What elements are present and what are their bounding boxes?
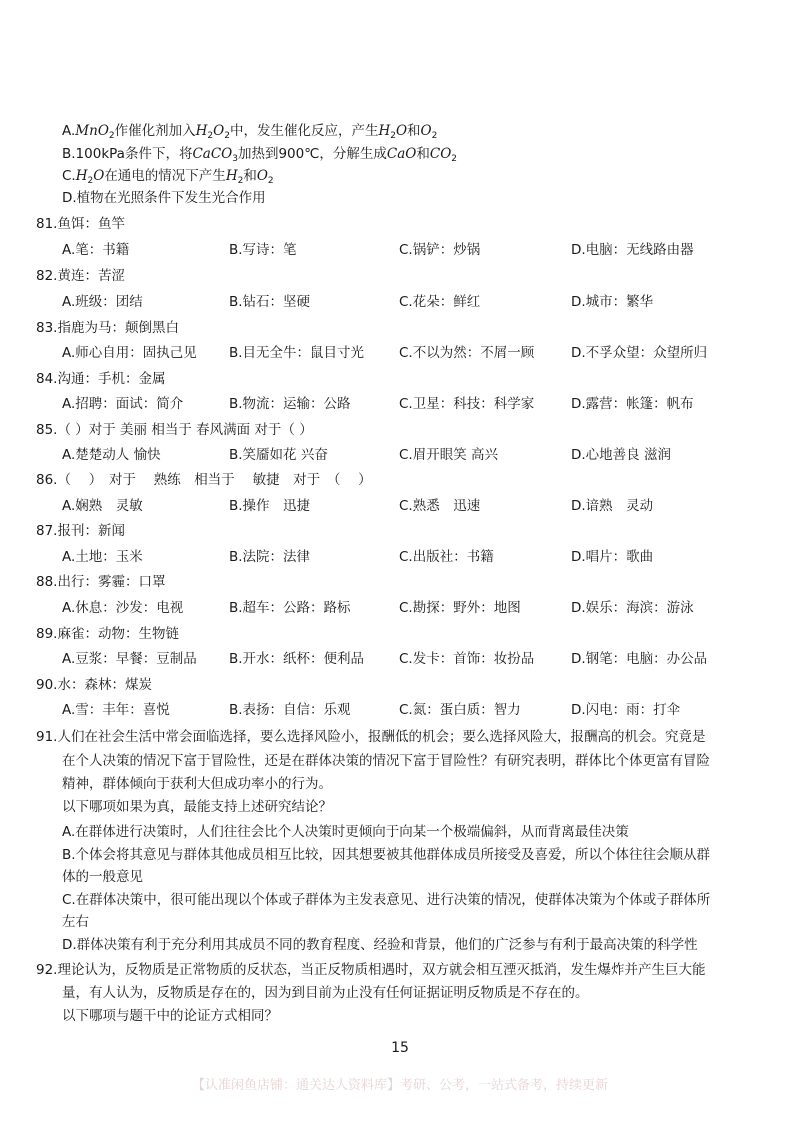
question-91-option-c: C.在群体决策中，很可能出现以个体或子群体为主发表意见、进行决策的情况，使群体决策为个体或子群体所: [62, 892, 711, 908]
option-a: A.豆浆：早餐：豆制品: [62, 651, 197, 667]
question-91-option-b: B.个体会将其意见与群体其他成员相互比较，因其想要被其他群体成员所接受及喜爱，所以个体往往会顺从群: [62, 847, 711, 863]
option-d: D.唱片：歌曲: [571, 549, 654, 565]
option-c: C.勘探：野外：地图: [399, 600, 521, 616]
option-a: A.师心自用：固执己见: [62, 345, 197, 361]
question-92-stem-line-2: 量，有人认为，反物质是存在的，因为到目前为止没有任何证据证明反物质是不存在的。: [62, 985, 589, 1001]
option-a: A.休息：沙发：电视: [62, 600, 184, 616]
question-91-stem-line-2: 在个人决策的情况下富于冒险性，还是在群体决策的情况下富于冒险性？有研究表明，群体比个体更富有冒险: [62, 753, 710, 769]
option-d: D.城市：繁华: [571, 294, 654, 310]
question-91-option-d: D.群体决策有利于充分利用其成员不同的教育程度、经验和背景，他们的广泛参与有利于最高决策的科学性: [62, 937, 698, 953]
option-d: D.电脑：无线路由器: [571, 242, 694, 258]
option-a: A.娴熟 灵敏: [62, 498, 143, 514]
option-c: C.发卡：首饰：妆扮品: [399, 651, 535, 667]
option-b: B.物流：运输：公路: [229, 396, 351, 412]
question-91-stem-line-3: 精神，群体倾向于获利大但成功率小的行为。: [62, 776, 332, 792]
option-c: C.卫星：科技：科学家: [399, 396, 535, 412]
option-d: D.钢笔：电脑：办公品: [571, 651, 708, 667]
option-c: C.眉开眼笑 高兴: [399, 447, 499, 463]
option-b: B.超车：公路：路标: [229, 600, 351, 616]
option-a: A.招聘：面试：简介: [62, 396, 184, 412]
option-a: A.土地：玉米: [62, 549, 143, 565]
question-stem: 84.沟通：手机：金属: [36, 371, 166, 387]
preamble-option-a: A.MnO$_2$作催化剂加入$H_2O_2$中，发生催化反应，产生$H_2O$和$O_2$: [62, 123, 438, 141]
question-91-option-c-cont: 左右: [62, 914, 89, 930]
option-c: C.出版社：书籍: [399, 549, 494, 565]
option-d: D.谙熟 灵动: [571, 498, 654, 514]
option-a: A.楚楚动人 愉快: [62, 447, 161, 463]
question-91-option-b-cont: 体的一般意见: [62, 869, 143, 885]
question-91-stem-line-1: 91.人们在社会生活中常会面临选择，要么选择风险小，报酬低的机会；要么选择风险大，报酬高的机会。究竟是: [36, 729, 706, 745]
option-d: D.闪电：雨：打伞: [571, 702, 681, 718]
question-stem: 83.指鹿为马：颠倒黑白: [36, 320, 179, 336]
preamble-option-c: $C.H_2O$在通电的情况下产生$H_2$和$O_2$: [62, 168, 274, 186]
footer-watermark: 【认准闲鱼店铺：通关达人资料库】考研、公考，一站式备考，持续更新: [191, 1078, 608, 1093]
option-b: B.开水：纸杯：便利品: [229, 651, 365, 667]
page-number: 15: [391, 1040, 409, 1056]
preamble-option-d: D.植物在光照条件下发生光合作用: [62, 190, 266, 206]
option-b: B.钻石：坚硬: [229, 294, 311, 310]
option-b: B.操作 迅捷: [229, 498, 311, 514]
option-c: C.熟悉 迅速: [399, 498, 481, 514]
question-stem: 86.（ ） 对于 熟练 相当于 敏捷 对于 （ ）: [36, 472, 372, 488]
option-b: B.笑靥如花 兴奋: [229, 447, 328, 463]
option-a: A.笔：书籍: [62, 242, 130, 258]
question-stem: 81.鱼饵：鱼竿: [36, 216, 125, 232]
option-d: D.娱乐：海滨：游泳: [571, 600, 694, 616]
question-stem: 82.黄连：苦涩: [36, 268, 125, 284]
question-91-prompt: 以下哪项如果为真，最能支持上述研究结论？: [62, 799, 332, 815]
question-stem: 87.报刊：新闻: [36, 523, 125, 539]
option-c: C.花朵：鲜红: [399, 294, 481, 310]
question-92-stem-line-1: 92.理论认为，反物质是正常物质的反状态，当正反物质相遇时，双方就会相互湮灭抵消，发生爆炸并产生巨大能: [36, 962, 706, 978]
question-stem: 89.麻雀：动物：生物链: [36, 626, 179, 642]
option-c: C.不以为然：不屑一顾: [399, 345, 535, 361]
option-c: C.氮：蛋白质：智力: [399, 702, 521, 718]
question-stem: 88.出行：雾霾：口罩: [36, 574, 166, 590]
option-b: B.表扬：自信：乐观: [229, 702, 351, 718]
question-92-prompt: 以下哪项与题干中的论证方式相同？: [62, 1008, 278, 1024]
option-d: D.心地善良 滋润: [571, 447, 671, 463]
option-b: B.目无全牛：鼠目寸光: [229, 345, 365, 361]
question-stem: 90.水：森林：煤炭: [36, 677, 152, 693]
option-b: B.写诗：笔: [229, 242, 297, 258]
option-a: A.雪：丰年：喜悦: [62, 702, 170, 718]
option-b: B.法院：法律: [229, 549, 311, 565]
question-stem: 85.（ ）对于 美丽 相当于 春风满面 对于（ ）: [36, 422, 313, 438]
question-91-option-a: A.在群体进行决策时，人们往往会比个人决策时更倾向于向某一个极端偏斜，从而背离最佳决策: [62, 824, 629, 840]
option-a: A.班级：团结: [62, 294, 143, 310]
option-d: D.露营：帐篷：帆布: [571, 396, 694, 412]
preamble-option-b: B.100kPa条件下，将CaCO$_3$加热到900℃，分解生成CaO和$CO_2$: [62, 146, 457, 164]
option-c: C.锅铲：炒锅: [399, 242, 481, 258]
option-d: D.不孚众望：众望所归: [571, 345, 708, 361]
